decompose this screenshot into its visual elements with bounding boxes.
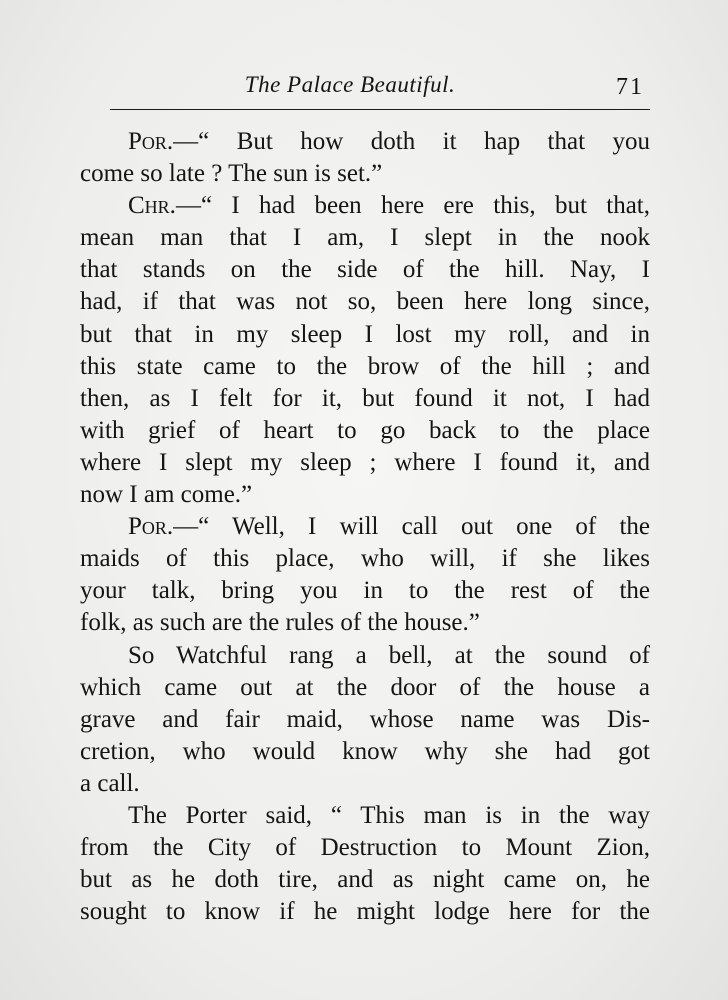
- text-line: maids of this place, who will, if she likes: [80, 545, 650, 573]
- running-title: The Palace Beautiful.: [244, 72, 456, 97]
- text-line: but as he doth tire, and as night came on, he: [80, 866, 650, 894]
- text-line: grave and fair maid, whose name was Dis-: [80, 705, 650, 733]
- text-line: a call.: [80, 769, 140, 797]
- text-line: mean man that I am, I slept in the nook: [80, 224, 650, 252]
- text-line: which came out at the door of the house a: [80, 673, 650, 701]
- text-line: from the City of Destruction to Mount Zion,: [80, 834, 650, 862]
- text-line: that stands on the side of the hill. Nay, I: [80, 256, 650, 284]
- text-line: now I am come.”: [80, 481, 253, 509]
- running-head: [110, 70, 650, 104]
- text-line: then, as I felt for it, but found it not, I had: [80, 384, 650, 412]
- text-line: sought to know if he might lodge here for the: [80, 898, 650, 926]
- text-line: with grief of heart to go back to the place: [80, 416, 650, 444]
- text-line: but that in my sleep I lost my roll, and in: [80, 320, 650, 348]
- text-line: So Watchful rang a bell, at the sound of: [128, 641, 650, 669]
- text-line: this state came to the brow of the hill ; and: [80, 352, 650, 380]
- header-rule: [110, 109, 650, 110]
- text-line: The Porter said, “ This man is in the way: [128, 801, 650, 829]
- text-line: Por.—“ But how doth it hap that you: [128, 128, 650, 155]
- text-line: Por.—“ Well, I will call out one of the: [128, 513, 650, 541]
- text-line: Chr.—“ I had been here ere this, but that,: [128, 192, 650, 220]
- page-number: 71: [616, 74, 644, 100]
- text-line: folk, as such are the rules of the house.”: [80, 609, 480, 637]
- body-text: [80, 126, 650, 928]
- text-line: come so late ? The sun is set.”: [80, 160, 383, 188]
- text-line: where I slept my sleep ; where I found it, and: [80, 448, 650, 476]
- text-line: had, if that was not so, been here long since,: [80, 288, 650, 316]
- text-line: cretion, who would know why she had got: [80, 737, 650, 765]
- text-line: your talk, bring you in to the rest of the: [80, 577, 650, 605]
